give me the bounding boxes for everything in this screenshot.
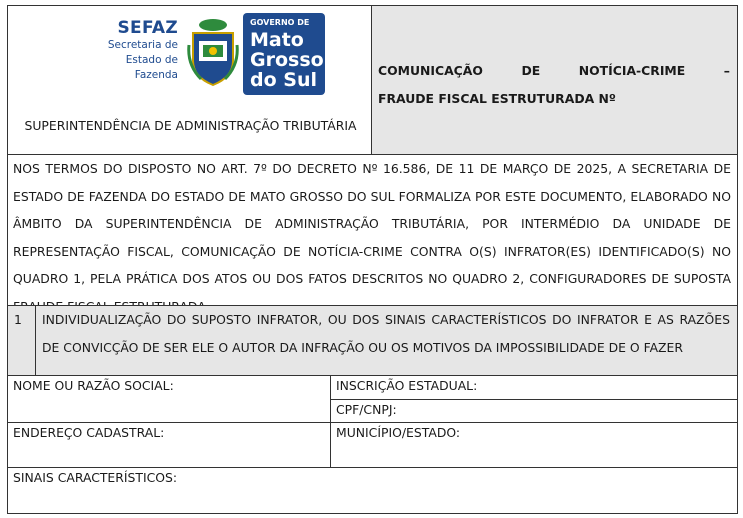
document-title: COMUNICAÇÃO DE NOTÍCIA-CRIME – FRAUDE FISCAL ESTRUTURADA Nº [378,63,730,106]
field-inscricao-estadual[interactable] [330,375,738,400]
field-cpf-cnpj[interactable] [330,399,738,423]
quadro-title: INDIVIDUALIZAÇÃO DO SUPOSTO INFRATOR, OU DOS SINAIS CARACTERÍSTICOS DO INFRATOR E AS RAZÕES DE CONVICÇÃO DE SER ELE O AUTOR DA INFRAÇÃO OU OS MOTIVOS DA IMPOSSIBILIDADE DE O FAZER [42,312,730,355]
field-sinais-label: SINAIS CARACTERÍSTICOS: [13,470,178,485]
quadro-1-header [7,305,738,376]
sefaz-logo: SEFAZ Secretaria de Estado de Fazenda [107,18,178,81]
field-endereco[interactable] [7,422,331,468]
field-inscricao-label: INSCRIÇÃO ESTADUAL: [336,378,478,393]
state-crest-icon [187,15,239,89]
field-municipio[interactable] [330,422,738,468]
field-cpf-label: CPF/CNPJ: [336,402,397,417]
document-form [7,5,738,514]
field-endereco-label: ENDEREÇO CADASTRAL: [13,425,165,440]
intro-paragraph-cell [7,154,738,306]
header-logo-cell [7,5,372,155]
field-nome[interactable] [7,375,331,423]
governo-ms-logo: GOVERNO DE Mato Grosso do Sul [243,13,325,95]
field-sinais[interactable] [7,467,738,514]
department-name: SUPERINTENDÊNCIA DE ADMINISTRAÇÃO TRIBUTÁRIA [24,118,357,133]
field-municipio-label: MUNICÍPIO/ESTADO: [336,425,461,440]
intro-paragraph: NOS TERMOS DO DISPOSTO NO ART. 7º DO DECRETO Nº 16.586, DE 11 DE MARÇO DE 2025, A SECRETARIA DE ESTADO DE FAZENDA DO ESTADO DE MATO GROSSO DO SUL FORMALIZA POR ESTE DOCUMENTO, ELABORADO NO ÂMBITO DA SUPERINTENDÊNCIA DE ADMINISTRAÇÃO TRIBUTÁRIA, POR INTERMÉDIO DA UNIDADE DE REPRESENTAÇÃO FISCAL, COMUNICAÇÃO DE NOTÍCIA-CRIME CONTRA O(S) INFRATOR(ES) IDENTIFICADO(S) NO QUADRO 1, PELA PRÁTICA DOS ATOS OU DOS FATOS DESCRITOS NO QUADRO 2, CONFIGURADORES DE SUPOSTA [13,161,731,286]
field-nome-label: NOME OU RAZÃO SOCIAL: [13,378,174,393]
header-title-cell [371,5,738,155]
quadro-number: 1 [8,306,36,375]
